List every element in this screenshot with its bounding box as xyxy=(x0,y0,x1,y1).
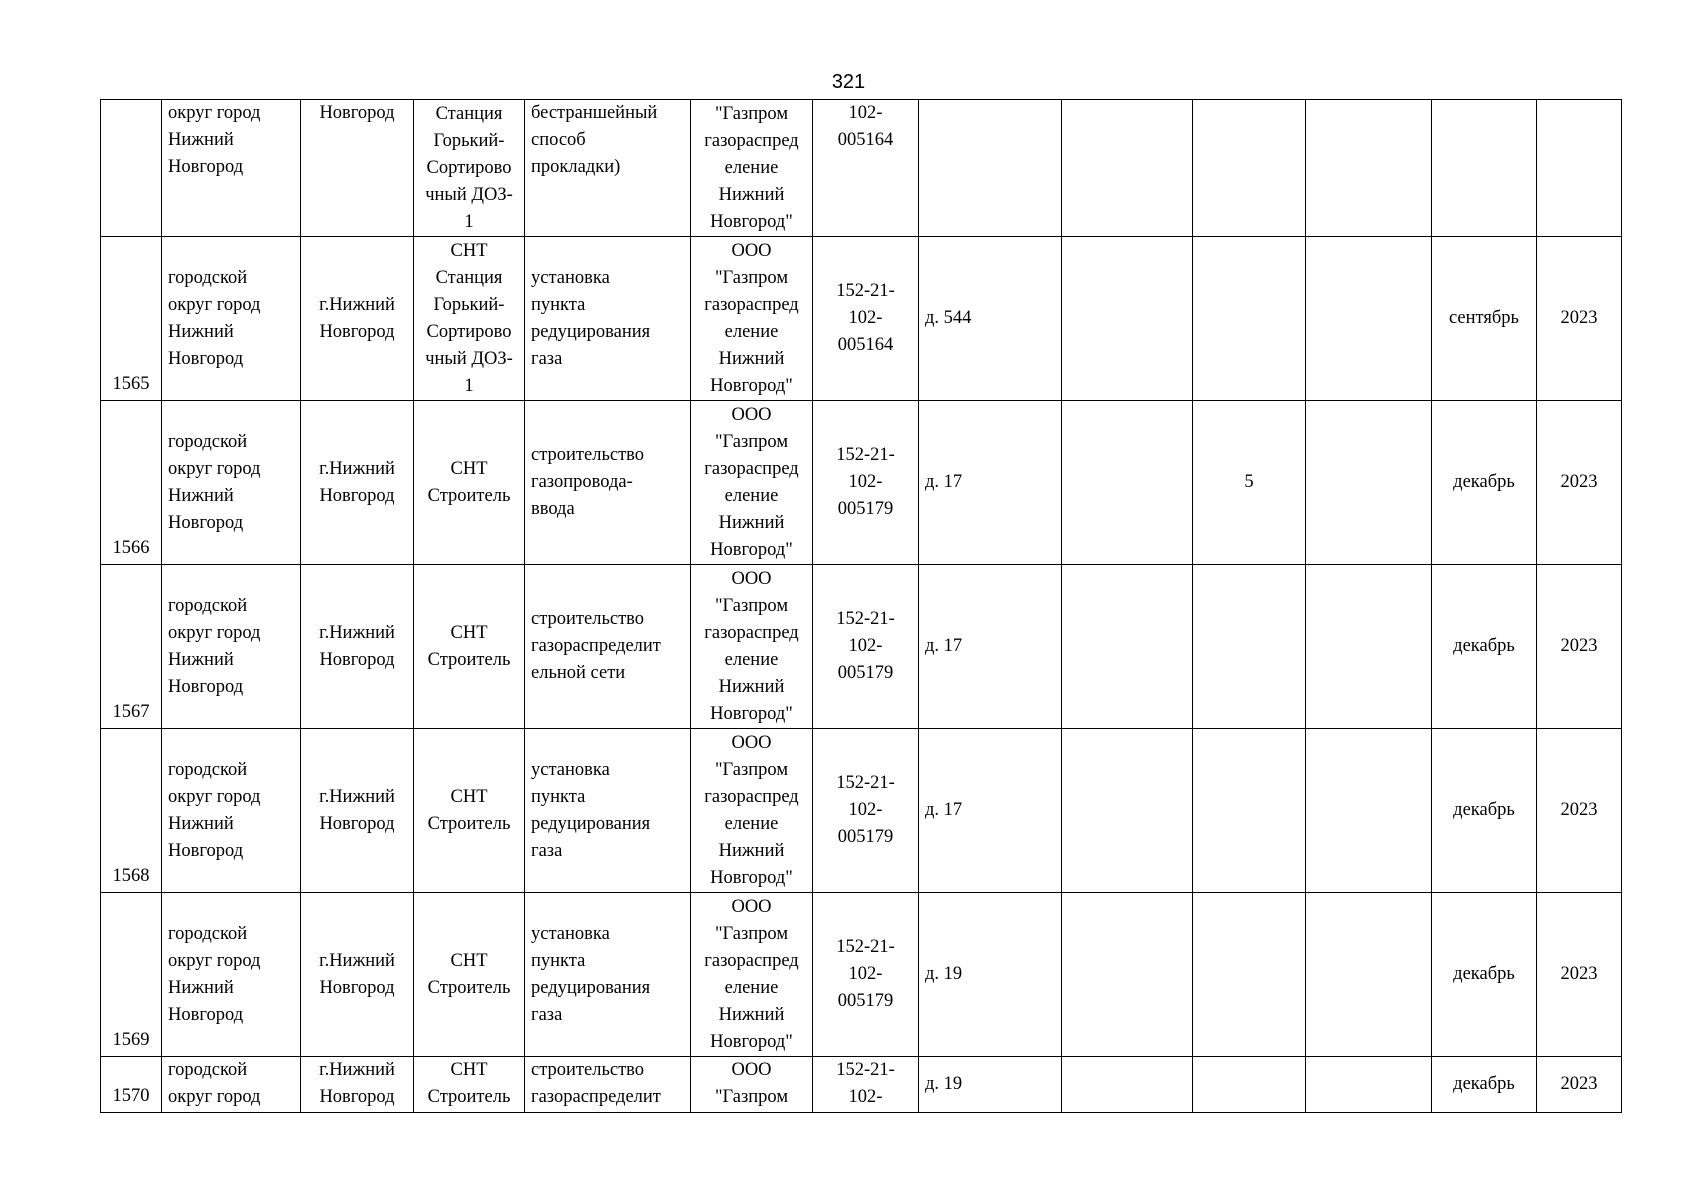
empty-cell-9 xyxy=(1062,565,1193,729)
month-cell xyxy=(1432,100,1537,237)
value-cell-10 xyxy=(1193,729,1306,893)
table-row xyxy=(101,1057,1622,1113)
object-cell: Станция Горький- Сортирово чный ДОЗ- 1 xyxy=(414,100,525,237)
object-cell: СНТ Строитель xyxy=(414,1057,525,1113)
municipality-cell: городской округ город xyxy=(162,1057,301,1113)
year-cell xyxy=(1537,100,1622,237)
empty-cell-11 xyxy=(1306,893,1432,1057)
month-cell: сентябрь xyxy=(1432,237,1537,401)
code-cell: 152-21- 102- 005164 xyxy=(813,237,919,401)
table-row xyxy=(101,893,1622,1057)
value-cell-10 xyxy=(1193,565,1306,729)
month-cell: декабрь xyxy=(1432,565,1537,729)
year-cell: 2023 xyxy=(1537,565,1622,729)
value-cell-10 xyxy=(1193,100,1306,237)
year-cell: 2023 xyxy=(1537,237,1622,401)
work-type-cell: строительство газораспределит ельной сети xyxy=(525,565,691,729)
locality-cell: г.Нижний Новгород xyxy=(301,893,414,1057)
code-cell: 152-21- 102- 005179 xyxy=(813,893,919,1057)
municipality-cell: городской округ город Нижний Новгород xyxy=(162,401,301,565)
empty-cell-9 xyxy=(1062,1057,1193,1113)
month-cell: декабрь xyxy=(1432,729,1537,893)
locality-cell: г.Нижний Новгород xyxy=(301,729,414,893)
work-type-cell: установка пункта редуцирования газа xyxy=(525,729,691,893)
house-cell: д. 19 xyxy=(919,893,1062,1057)
year-cell: 2023 xyxy=(1537,1057,1622,1113)
locality-cell: г.Нижний Новгород xyxy=(301,1057,414,1113)
house-cell: д. 17 xyxy=(919,729,1062,893)
house-cell: д. 19 xyxy=(919,1057,1062,1113)
value-cell-10: 5 xyxy=(1193,401,1306,565)
municipality-cell: городской округ город Нижний Новгород xyxy=(162,729,301,893)
empty-cell-9 xyxy=(1062,729,1193,893)
table-row xyxy=(101,100,1622,237)
organization-cell: ООО "Газпром xyxy=(691,1057,813,1113)
empty-cell-9 xyxy=(1062,893,1193,1057)
empty-cell-9 xyxy=(1062,100,1193,237)
code-cell: 152-21- 102- 005179 xyxy=(813,565,919,729)
work-type-cell: строительство газопровода- ввода xyxy=(525,401,691,565)
house-cell: д. 544 xyxy=(919,237,1062,401)
value-cell-10 xyxy=(1193,237,1306,401)
empty-cell-11 xyxy=(1306,100,1432,237)
row-number: 1570 xyxy=(101,1057,162,1113)
table-row xyxy=(101,565,1622,729)
organization-cell: ООО "Газпром газораспред еление Нижний Новгород" xyxy=(691,401,813,565)
organization-cell: ООО "Газпром газораспред еление Нижний Новгород" xyxy=(691,237,813,401)
empty-cell-9 xyxy=(1062,237,1193,401)
table-row xyxy=(101,729,1622,893)
work-type-cell: бестраншейный способ прокладки) xyxy=(525,100,691,237)
object-cell: СНТ Строитель xyxy=(414,565,525,729)
row-number: 1567 xyxy=(101,565,162,729)
page-number: 321 xyxy=(831,71,866,93)
organization-cell: "Газпром газораспред еление Нижний Новгород" xyxy=(691,100,813,237)
month-cell: декабрь xyxy=(1432,893,1537,1057)
locality-cell: Новгород xyxy=(301,100,414,237)
month-cell: декабрь xyxy=(1432,401,1537,565)
house-cell xyxy=(919,100,1062,237)
organization-cell: ООО "Газпром газораспред еление Нижний Новгород" xyxy=(691,565,813,729)
municipality-cell: городской округ город Нижний Новгород xyxy=(162,893,301,1057)
empty-cell-11 xyxy=(1306,401,1432,565)
locality-cell: г.Нижний Новгород xyxy=(301,565,414,729)
year-cell: 2023 xyxy=(1537,893,1622,1057)
code-cell: 152-21- 102- 005179 xyxy=(813,401,919,565)
row-number: 1565 xyxy=(101,237,162,401)
house-cell: д. 17 xyxy=(919,401,1062,565)
house-cell: д. 17 xyxy=(919,565,1062,729)
value-cell-10 xyxy=(1193,893,1306,1057)
table-row xyxy=(101,401,1622,565)
municipality-cell: округ город Нижний Новгород xyxy=(162,100,301,237)
empty-cell-11 xyxy=(1306,237,1432,401)
object-cell: СНТ Строитель xyxy=(414,401,525,565)
work-type-cell: установка пункта редуцирования газа xyxy=(525,893,691,1057)
year-cell: 2023 xyxy=(1537,401,1622,565)
organization-cell: ООО "Газпром газораспред еление Нижний Новгород" xyxy=(691,729,813,893)
empty-cell-9 xyxy=(1062,401,1193,565)
locality-cell: г.Нижний Новгород xyxy=(301,401,414,565)
locality-cell: г.Нижний Новгород xyxy=(301,237,414,401)
municipality-cell: городской округ город Нижний Новгород xyxy=(162,237,301,401)
empty-cell-11 xyxy=(1306,565,1432,729)
work-type-cell: строительство газораспределит xyxy=(525,1057,691,1113)
code-cell: 152-21- 102- 005179 xyxy=(813,729,919,893)
value-cell-10 xyxy=(1193,1057,1306,1113)
object-cell: СНТ Станция Горький- Сортирово чный ДОЗ- 1 xyxy=(414,237,525,401)
object-cell: СНТ Строитель xyxy=(414,893,525,1057)
object-cell: СНТ Строитель xyxy=(414,729,525,893)
table-row xyxy=(101,237,1622,401)
year-cell: 2023 xyxy=(1537,729,1622,893)
row-number: 1566 xyxy=(101,401,162,565)
code-cell: 102- 005164 xyxy=(813,100,919,237)
work-type-cell: установка пункта редуцирования газа xyxy=(525,237,691,401)
row-number xyxy=(101,100,162,237)
month-cell: декабрь xyxy=(1432,1057,1537,1113)
empty-cell-11 xyxy=(1306,1057,1432,1113)
organization-cell: ООО "Газпром газораспред еление Нижний Новгород" xyxy=(691,893,813,1057)
empty-cell-11 xyxy=(1306,729,1432,893)
municipality-cell: городской округ город Нижний Новгород xyxy=(162,565,301,729)
row-number: 1568 xyxy=(101,729,162,893)
code-cell: 152-21- 102- xyxy=(813,1057,919,1113)
row-number: 1569 xyxy=(101,893,162,1057)
gasification-registry-table xyxy=(100,99,1622,1113)
